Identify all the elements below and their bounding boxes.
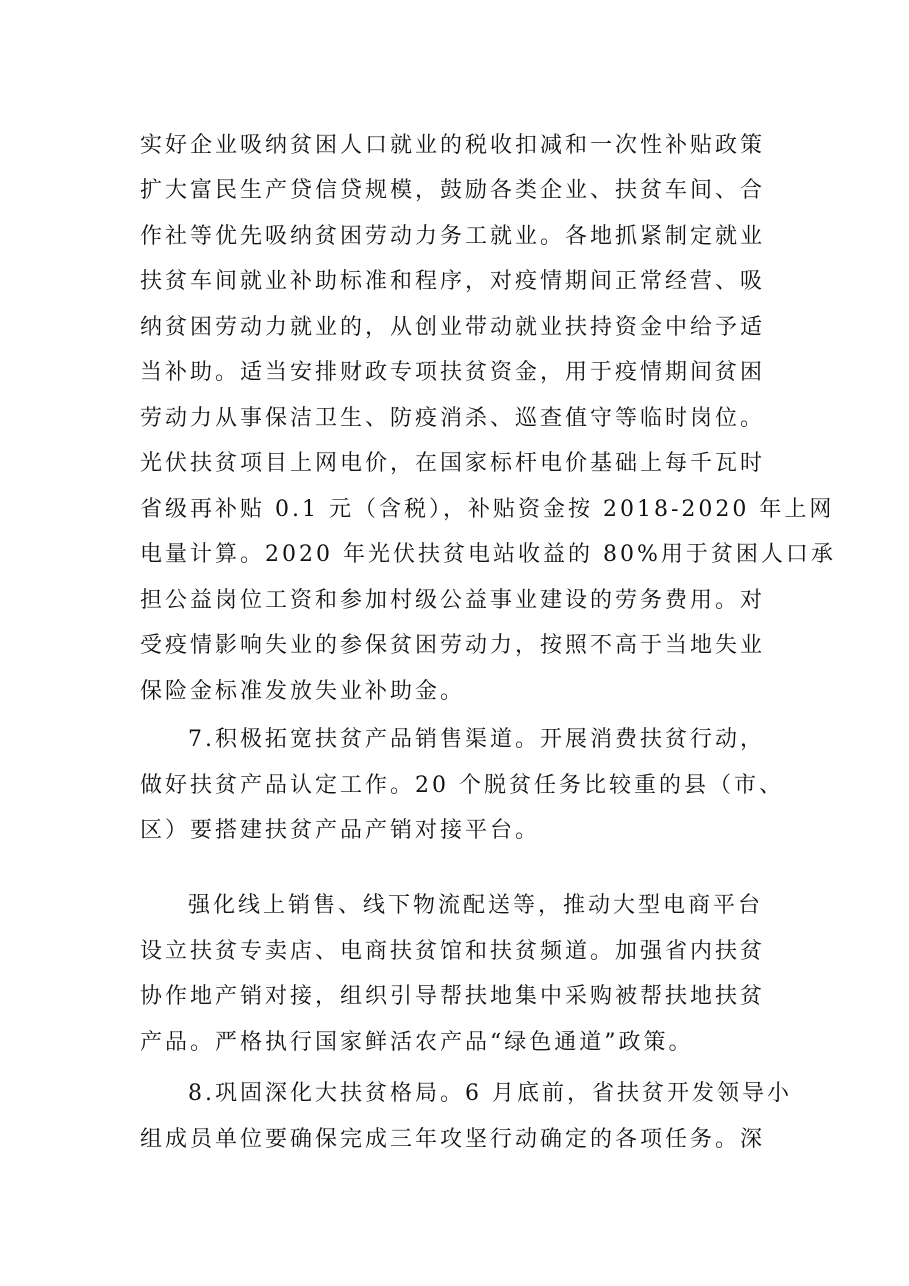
paragraph-line: 保险金标准发放失业补助金。 (140, 679, 466, 704)
paragraph-line: 劳动力从事保洁卫生、防疫消杀、巡查值守等临时岗位。 (140, 406, 766, 431)
paragraph-line: 8.巩固深化大扶贫格局。6 月底前，省扶贫开发领导小 (188, 1081, 792, 1106)
paragraph-line: 纳贫困劳动力就业的，从创业带动就业扶持资金中给予适 (140, 315, 766, 340)
paragraph-line: 扩大富民生产贷信贷规模，鼓励各类企业、扶贫车间、合 (140, 178, 766, 203)
paragraph-line: 电量计算。2020 年光伏扶贫电站收益的 80%用于贫困人口承 (140, 542, 836, 567)
paragraph-line: 当补助。适当安排财政专项扶贫资金，用于疫情期间贫困 (140, 360, 766, 385)
paragraph-line: 协作地产销对接，组织引导帮扶地集中采购被帮扶地扶贫 (140, 984, 766, 1009)
paragraph-line: 省级再补贴 0.1 元（含税），补贴资金按 2018-2020 年上网 (140, 497, 835, 522)
paragraph-line: 强化线上销售、线下物流配送等，推动大型电商平台 (188, 893, 764, 918)
paragraph-line: 设立扶贫专卖店、电商扶贫馆和扶贫频道。加强省内扶贫 (140, 939, 766, 964)
paragraph-line: 实好企业吸纳贫困人口就业的税收扣减和一次性补贴政策 (140, 133, 766, 158)
paragraph-line: 7.积极拓宽扶贫产品销售渠道。开展消费扶贫行动， (188, 727, 765, 752)
paragraph-line: 光伏扶贫项目上网电价，在国家标杆电价基础上每千瓦时 (140, 451, 766, 476)
paragraph-line: 受疫情影响失业的参保贫困劳动力，按照不高于当地失业 (140, 633, 766, 658)
paragraph-line: 组成员单位要确保完成三年攻坚行动确定的各项任务。深 (140, 1127, 766, 1152)
paragraph-line: 担公益岗位工资和参加村级公益事业建设的劳务费用。对 (140, 588, 766, 613)
paragraph-line: 作社等优先吸纳贫困劳动力务工就业。各地抓紧制定就业 (140, 224, 766, 249)
paragraph-line: 区）要搭建扶贫产品产销对接平台。 (140, 818, 541, 843)
paragraph-line: 扶贫车间就业补助标准和程序，对疫情期间正常经营、吸 (140, 269, 766, 294)
paragraph-line: 产品。严格执行国家鲜活农产品“绿色通道”政策。 (140, 1030, 694, 1055)
paragraph-line: 做好扶贫产品认定工作。20 个脱贫任务比较重的县（市、 (140, 773, 784, 798)
